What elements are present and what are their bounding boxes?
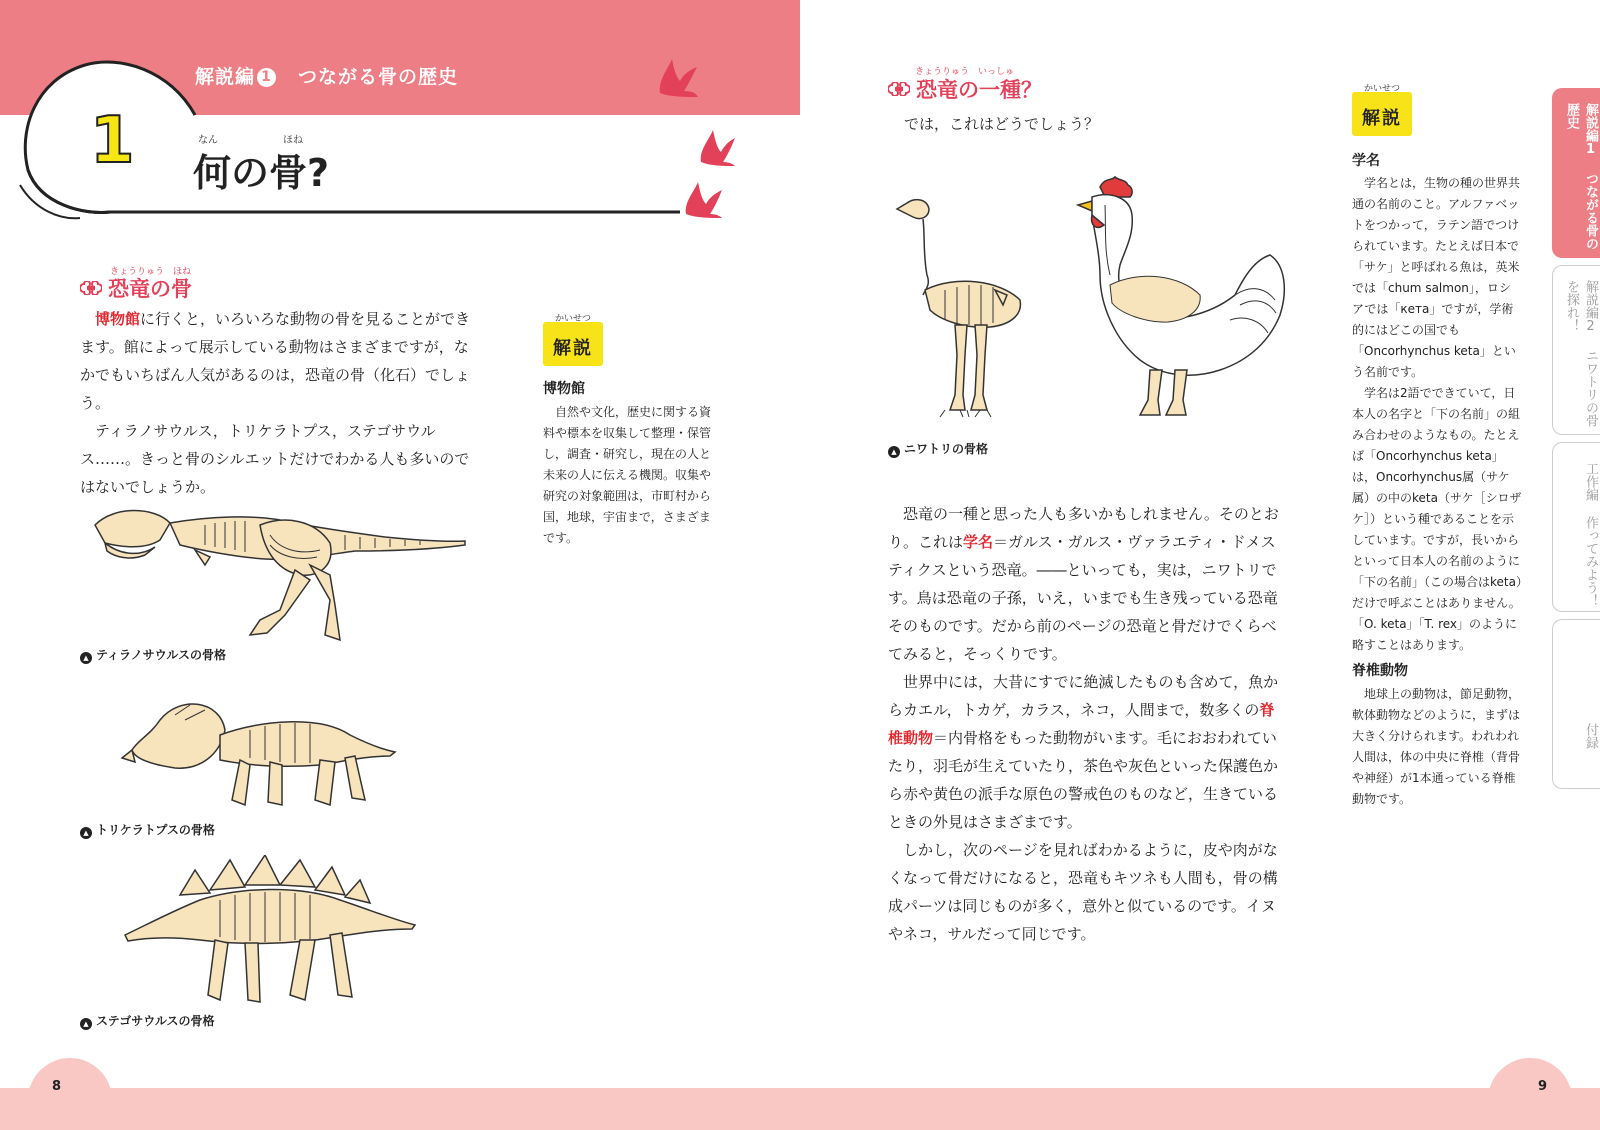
paragraph-text: 恐竜の一種と思った人も多いかもしれません。そのとおり。これは (888, 505, 1279, 551)
section1-ruby: きょうりゅう ほね (110, 267, 192, 277)
caption-trex (80, 646, 226, 664)
paragraph-text: ＝内骨格をもった動物がいます。毛におおわれていたり，羽毛が生えていたり，茶色や灰色といった保護色から赤や黄色の派手な原色の警戒色のものなど，生きているときの外見はさまざまです。 (888, 729, 1279, 831)
chicken-illustration (1070, 175, 1290, 430)
section2-intro: では，これはどうでしょう？ (904, 115, 1100, 133)
section2-heading-text: 恐竜の一種？ (916, 78, 1042, 102)
paragraph (888, 668, 1288, 836)
triangle-icon: ▲ (80, 827, 92, 839)
gloss-term: 博物館 (543, 381, 585, 397)
triangle-icon: ▲ (80, 1018, 92, 1030)
caption-text: ティラノサウルスの骨格 (96, 648, 226, 662)
footer-right-tab (1488, 1058, 1572, 1130)
caption-stegosaurus (80, 1012, 215, 1030)
header-subtitle: つながる骨の歴史 (298, 66, 459, 88)
paragraph (888, 500, 1288, 668)
paragraph-text: ティラノサウルス，トリケラトプス，ステゴサウルス……。きっと骨のシルエットだけでわかる人も多いのではないでしょうか。 (80, 422, 470, 496)
triangle-icon: ▲ (888, 446, 900, 458)
gloss-term: 学名 (1352, 153, 1380, 169)
term-hakubutsukan: 博物館 (95, 310, 141, 328)
badge-ruby: かいせつ (1363, 84, 1400, 94)
section1-heading-text: 恐竜の骨 (108, 277, 192, 301)
caption-triceratops (80, 821, 215, 839)
page-number-right: 9 (1538, 1079, 1548, 1094)
badge-label: 解説 (553, 338, 593, 359)
side-tab-kaisetsu-1[interactable]: 解説編1 つながる骨の歴史 (1552, 88, 1600, 258)
bone-icon (888, 82, 910, 96)
badge-ruby: かいせつ (554, 314, 591, 324)
caption-chicken (888, 440, 988, 458)
paragraph-text: に行くと，いろいろな動物の骨を見ることができます。館によって展示している動物はさまざまですが，なかでもいちばん人気があるのは，恐竜の骨（化石）でしょう。 (80, 310, 471, 412)
footer-left-tab (28, 1058, 112, 1130)
footprint-icon (693, 128, 737, 168)
section1-body (80, 305, 480, 501)
page-number-left: 8 (52, 1079, 62, 1094)
title-ruby: ほね (283, 135, 303, 146)
gloss-text: 自然や文化，歴史に関する資料や標本を収集して整理・保管し，調査・研究し，現在の人と未来の人に伝える機関。収集や研究の対象範囲は，市町村から国，地球，宇宙まで，さまざまです。 (543, 405, 712, 545)
title-ruby: なん (198, 135, 218, 146)
gloss-text (1352, 173, 1522, 656)
caption-text: ニワトリの骨格 (904, 442, 989, 456)
section2-heading (888, 74, 1042, 104)
stegosaurus-skeleton-illustration (120, 855, 420, 1015)
paragraph-text: 世界中には，大昔にすでに絶滅したものも含めて，魚からカエル，トカゲ，カラス，ネコ，人間まで，数多くの (888, 673, 1279, 719)
term-sekitsui-doubutsu: 脊椎動物 (888, 701, 1275, 747)
chicken-skeleton-illustration (895, 195, 1055, 430)
gloss-paragraph: 学名とは，生物の種の世界共通の名前のこと。アルファベットをつかって，ラテン語でつけられています。たとえば日本で「サケ」と呼ばれる魚は，英米では「chum salmon」，ロシアでは「кета」ですが，学術的にはどこの国でも「Oncorhynchus keta」という名前です。 (1352, 176, 1521, 379)
caption-text: トリケラトプスの骨格 (96, 823, 215, 837)
footer-band (0, 1088, 1600, 1130)
footprint-icon (678, 178, 724, 220)
paragraph (80, 417, 480, 501)
chapter-number: 1 (90, 104, 135, 178)
triangle-icon: ▲ (80, 652, 92, 664)
header-title (195, 62, 458, 89)
chapter-title: 何の骨? (193, 151, 330, 195)
kaisetsu-badge (1352, 84, 1412, 136)
header-label: 解説編 (195, 66, 256, 88)
side-tab-furoku[interactable]: 付録 (1552, 619, 1600, 789)
section2-body (888, 500, 1288, 948)
header-number: 1 (257, 68, 276, 87)
triceratops-skeleton-illustration (120, 690, 400, 820)
term-gakumei: 学名 (963, 533, 994, 551)
section2-ruby: きょうりゅう いっしゅ (915, 67, 1015, 77)
badge-label: 解説 (1362, 108, 1402, 129)
section1-heading (80, 273, 192, 303)
gloss-paragraph: 学名は2語でできていて，日本人の名字と「下の名前」の組み合わせのようなもの。たとえば「Oncorhynchus keta」は，Oncorhynchus属（サケ属）の中のketa（サケ［シロザケ］）という種であることを示しています。ですが，長いからといって日本人の名前のように「下の名前」（この場合はketa）だけで呼ぶことはありません。「O. keta」「T. rex」のように略すことはあります。 (1352, 386, 1522, 652)
gloss-text: 地球上の動物は，節足動物，軟体動物などのように，まずは大きく分けられます。われわれ人間は，体の中央に脊椎（背骨や神経）が1本通っている脊椎動物です。 (1352, 687, 1521, 806)
paragraph: しかし，次のページを見ればわかるように，皮や肉がなくなって骨だけになると，恐竜もキツネも人間も，骨の構成パーツは同じものが多く，意外と似ているのです。イヌやネコ，サルだって同じです。 (888, 841, 1278, 943)
bone-icon (80, 281, 102, 295)
gloss-term: 脊椎動物 (1352, 663, 1408, 679)
side-tab-kaisetsu-2[interactable]: 解説編2 ニワトリの骨を探れ！ (1552, 265, 1600, 435)
trex-skeleton-illustration (85, 495, 470, 655)
footprint-icon (650, 55, 700, 100)
paragraph (80, 305, 480, 417)
caption-text: ステゴサウルスの骨格 (96, 1014, 215, 1028)
side-tab-kousaku[interactable]: 工作編 作ってみよう！ (1552, 442, 1600, 612)
paragraph-text: ＝ガルス・ガルス・ヴァラエティ・ドメスティクスという恐竜。――といっても，実は，ニワトリです。鳥は恐竜の子孫，いえ，いまでも生き残っている恐竜そのものです。だから前のページの恐竜と骨だけでくらべてみると，そっくりです。 (888, 533, 1278, 663)
kaisetsu-badge (543, 314, 603, 366)
